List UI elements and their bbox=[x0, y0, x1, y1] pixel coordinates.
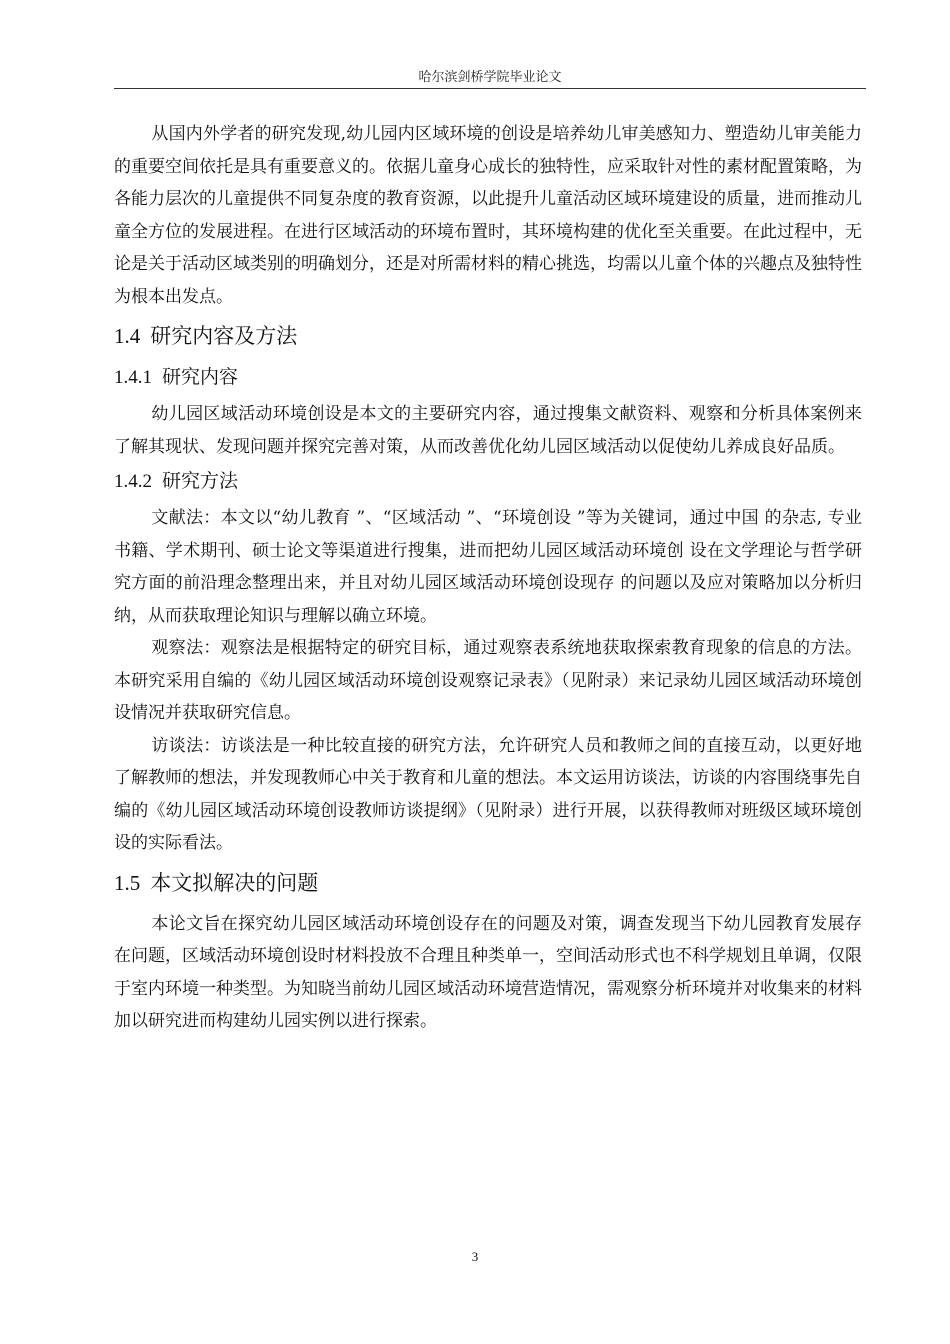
subsection-title: 研究内容 bbox=[162, 366, 239, 388]
paragraph-intro: 从国内外学者的研究发现,幼儿园内区域环境的创设是培养幼儿审美感知力、塑造幼儿审美能力的重要空间依托是具有重要意义的。依据儿童身心成长的独特性，应采取针对性的素材配置策略，为各能力层次的儿童提供不同复杂度的教育资源，以此提升儿童活动区域环境建设的质量，进而推动儿童全方位的发展进程。在进行区域活动的环境布置时，其环境构建的优化至关重要。在此过程中，无论是关于活动区域类别的明确划分，还是对所需材料的精心挑选，均需以儿童个体的兴趣点及独特性为根本出发点。 bbox=[114, 124, 862, 307]
page-body bbox=[114, 118, 862, 1038]
subsection-heading-1-4-1 bbox=[114, 361, 862, 394]
paragraph-literature-method: 文献法：本文以“幼儿教育 ”、“区域活动 ”、“环境创设 ”等为关键词，通过中国 的杂志, 专业书籍、学术期刊、硕士论文等渠道进行搜集，进而把幼儿园区域活动环境创 设在文学理论与哲学研究方面的前沿理念整理出来，并且对幼儿园区域活动环境创设现存 的问题以及应对策略加以分析归纳，从而获取理论知识与理解以确立环境。 bbox=[114, 508, 862, 626]
subsection-number: 1.4.1 bbox=[114, 367, 152, 388]
paragraph-research-content: 幼儿园区域活动环境创设是本文的主要研究内容，通过搜集文献资料、观察和分析具体案例来了解其现状、发现问题并探究完善对策，从而改善优化幼儿园区域活动以促使幼儿养成良好品质。 bbox=[114, 404, 862, 457]
section-number: 1.4 bbox=[114, 324, 141, 348]
section-number: 1.5 bbox=[114, 870, 141, 895]
paragraph-interview-method: 访谈法：访谈法是一种比较直接的研究方法，允许研究人员和教师之间的直接互动，以更好地了解教师的想法，并发现教师心中关于教育和儿童的想法。本文运用访谈法，访谈的内容围绕事先自编的《幼儿园区域活动环境创设教师访谈提纲》（见附录）进行开展，以获得教师对班级区域环境创设的实际看法。 bbox=[114, 735, 862, 853]
subsection-title: 研究方法 bbox=[162, 470, 239, 492]
running-header: 哈尔滨剑桥学院毕业论文 bbox=[418, 70, 562, 85]
header-rule bbox=[114, 88, 866, 89]
paragraph-problems: 本论文旨在探究幼儿园区域活动环境创设存在的问题及对策，调查发现当下幼儿园教育发展存在问题，区域活动环境创设时材料投放不合理且种类单一，空间活动形式也不科学规划且单调，仅限于室内环境一种类型。为知晓当前幼儿园区域活动环境营造情况，需观察分析环境并对收集来的材料加以研究进而构建幼儿园实例以进行探索。 bbox=[114, 913, 862, 1031]
paragraph-observation-method: 观察法：观察法是根据特定的研究目标，通过观察表系统地获取探索教育现象的信息的方法。本研究采用自编的《幼儿园区域活动环境创设观察记录表》（见附录）来记录幼儿园区域活动环境创设情况并获取研究信息。 bbox=[114, 638, 862, 723]
section-heading-1-4 bbox=[114, 319, 862, 353]
section-title: 研究内容及方法 bbox=[150, 324, 298, 348]
section-title: 本文拟解决的问题 bbox=[150, 870, 319, 895]
subsection-number: 1.4.2 bbox=[114, 471, 152, 492]
subsection-heading-1-4-2 bbox=[114, 465, 862, 498]
page-number: 3 bbox=[471, 1249, 479, 1264]
section-heading-1-5 bbox=[114, 866, 862, 900]
